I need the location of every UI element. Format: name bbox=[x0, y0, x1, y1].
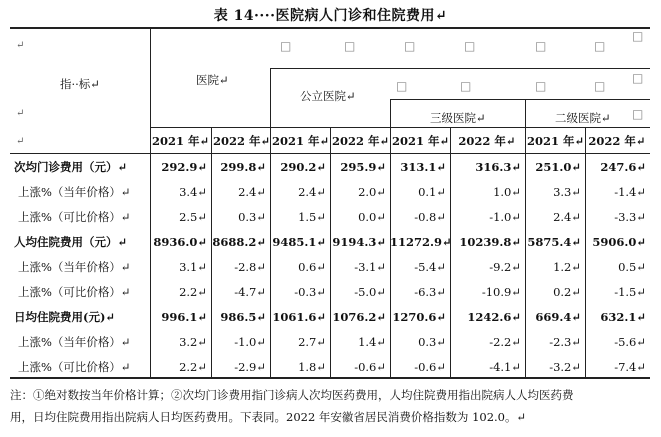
table-cell: 2.4↵ bbox=[238, 185, 266, 199]
placeholder-box: □ bbox=[464, 39, 476, 53]
tier3-header: 三级医院↵ bbox=[430, 111, 486, 125]
table-cell: 0.2↵ bbox=[553, 285, 581, 299]
table-cell: -5.6↵ bbox=[614, 335, 646, 349]
table-cell: 1.4↵ bbox=[358, 335, 386, 349]
table-title: 表 14····医院病人门诊和住院费用↵ bbox=[213, 8, 448, 24]
placeholder-box: □ bbox=[460, 79, 472, 93]
table-cell: -3.2↵ bbox=[549, 360, 581, 374]
table-cell: 299.8↵ bbox=[220, 160, 266, 174]
table-cell: 251.0↵ bbox=[535, 160, 581, 174]
table-cell: -9.2↵ bbox=[489, 260, 521, 274]
public-hospital-header: 公立医院↵ bbox=[300, 89, 356, 103]
table-cell: -6.3↵ bbox=[414, 285, 446, 299]
table-cell: -1.5↵ bbox=[614, 285, 646, 299]
indicator-header: 指··标↵ bbox=[60, 77, 100, 91]
table-cell: 3.4↵ bbox=[179, 185, 207, 199]
table-cell: -0.3↵ bbox=[294, 285, 326, 299]
public-hospital-rule bbox=[270, 68, 650, 69]
table-cell: 1.2↵ bbox=[553, 260, 581, 274]
year-header: 2022 年↵ bbox=[458, 134, 516, 148]
table-cell: 2.2↵ bbox=[179, 360, 207, 374]
row-label: 上涨%（可比价格）↵ bbox=[18, 285, 131, 299]
table-cell: 0.0↵ bbox=[358, 210, 386, 224]
year-header: 2022 年↵ bbox=[213, 134, 271, 148]
header-newline-mark: ↵ bbox=[16, 40, 25, 51]
table-cell: 0.1↵ bbox=[418, 185, 446, 199]
year-header: 2022 年↵ bbox=[332, 134, 390, 148]
table-cell: 0.3↵ bbox=[238, 210, 266, 224]
table-cell: 11272.9↵ bbox=[390, 235, 452, 249]
row-label: 次均门诊费用（元）↵ bbox=[14, 160, 128, 174]
table-cell: 3.3↵ bbox=[553, 185, 581, 199]
table-cell: -5.4↵ bbox=[414, 260, 446, 274]
placeholder-box: □ bbox=[632, 107, 644, 121]
table-cell: -2.3↵ bbox=[549, 335, 581, 349]
table-cell: 2.4↵ bbox=[298, 185, 326, 199]
table-cell: 1.8↵ bbox=[298, 360, 326, 374]
table-cell: -1.4↵ bbox=[614, 185, 646, 199]
table-cell: -2.2↵ bbox=[489, 335, 521, 349]
table-cell: 1242.6↵ bbox=[467, 310, 521, 324]
table-cell: -3.1↵ bbox=[354, 260, 386, 274]
table-cell: 1061.6↵ bbox=[272, 310, 326, 324]
table-top-rule bbox=[10, 27, 650, 29]
table-cell: -5.0↵ bbox=[354, 285, 386, 299]
note-line-2: 用，日均住院费用指出院病人日均医药费用。下表同。2022 年安徽省居民消费价格指数为 102.0。↵ bbox=[10, 410, 527, 424]
hospital-header: 医院↵ bbox=[196, 73, 229, 87]
placeholder-box: □ bbox=[404, 39, 416, 53]
note-line-1: 注：①绝对数按当年价格计算；②次均门诊费用指门诊病人次均医药费用，人均住院费用指出院病人人均医药费 bbox=[10, 388, 574, 402]
table-cell: 996.1↵ bbox=[161, 310, 207, 324]
table-cell: 8936.0↵ bbox=[153, 235, 207, 249]
table-cell: 5875.4↵ bbox=[527, 235, 581, 249]
table-cell: 2.4↵ bbox=[553, 210, 581, 224]
table-cell: 1.0↵ bbox=[493, 185, 521, 199]
table-cell: -1.0↵ bbox=[489, 210, 521, 224]
table-cell: 5906.0↵ bbox=[592, 235, 646, 249]
year-header: 2021 年↵ bbox=[392, 134, 450, 148]
table-cell: 1.5↵ bbox=[298, 210, 326, 224]
table-cell: 292.9↵ bbox=[161, 160, 207, 174]
table-cell: 0.3↵ bbox=[418, 335, 446, 349]
tier2-header: 二级医院↵ bbox=[555, 111, 611, 125]
tier-rule bbox=[390, 99, 650, 100]
table-cell: 9194.3↵ bbox=[332, 235, 386, 249]
row-label: 上涨%（可比价格）↵ bbox=[18, 210, 131, 224]
table-cell: -7.4↵ bbox=[614, 360, 646, 374]
table-cell: -0.6↵ bbox=[414, 360, 446, 374]
table-note bbox=[10, 384, 650, 428]
table-cell: 0.6↵ bbox=[298, 260, 326, 274]
placeholder-box: □ bbox=[396, 79, 408, 93]
table-cell: -10.9↵ bbox=[481, 285, 521, 299]
table-cell: 2.5↵ bbox=[179, 210, 207, 224]
table-cell: 316.3↵ bbox=[475, 160, 521, 174]
table-cell: -2.8↵ bbox=[234, 260, 266, 274]
table-cell: 669.4↵ bbox=[535, 310, 581, 324]
year-header: 2022 年↵ bbox=[588, 134, 646, 148]
year-rule-top bbox=[150, 127, 650, 128]
year-header: 2021 年↵ bbox=[527, 134, 585, 148]
row-label: 上涨%（当年价格）↵ bbox=[18, 335, 131, 349]
row-label: 日均住院费用(元)↵ bbox=[14, 310, 116, 324]
table-cell: 247.6↵ bbox=[600, 160, 646, 174]
table-cell: -4.7↵ bbox=[234, 285, 266, 299]
table-cell: 10239.8↵ bbox=[459, 235, 521, 249]
indicator-column-rule bbox=[150, 27, 151, 377]
table-cell: 632.1↵ bbox=[600, 310, 646, 324]
placeholder-box: □ bbox=[594, 79, 606, 93]
placeholder-box: □ bbox=[535, 39, 547, 53]
table-cell: -3.3↵ bbox=[614, 210, 646, 224]
year-header: 2021 年↵ bbox=[152, 134, 210, 148]
table-bottom-rule bbox=[10, 377, 650, 379]
table-cell: 8688.2↵ bbox=[212, 235, 266, 249]
table-cell: -0.8↵ bbox=[414, 210, 446, 224]
placeholder-box: □ bbox=[632, 29, 644, 43]
table-cell: -4.1↵ bbox=[489, 360, 521, 374]
table-cell: 295.9↵ bbox=[340, 160, 386, 174]
table-cell: 313.1↵ bbox=[400, 160, 446, 174]
table-cell: 1270.6↵ bbox=[392, 310, 446, 324]
header-newline-mark: ↵ bbox=[16, 136, 25, 147]
placeholder-box: □ bbox=[280, 39, 292, 53]
row-label: 上涨%（当年价格）↵ bbox=[18, 185, 131, 199]
data-table bbox=[10, 27, 650, 377]
row-label: 人均住院费用（元）↵ bbox=[14, 235, 128, 249]
placeholder-box: □ bbox=[535, 79, 547, 93]
table-cell: -2.9↵ bbox=[234, 360, 266, 374]
table-cell: 2.7↵ bbox=[298, 335, 326, 349]
year-header: 2021 年↵ bbox=[272, 134, 330, 148]
table-cell: -1.0↵ bbox=[234, 335, 266, 349]
table-cell: 3.1↵ bbox=[179, 260, 207, 274]
table-cell: 290.2↵ bbox=[280, 160, 326, 174]
header-newline-mark: ↵ bbox=[16, 108, 25, 119]
placeholder-box: □ bbox=[632, 71, 644, 85]
table-cell: 2.0↵ bbox=[358, 185, 386, 199]
table-cell: 2.2↵ bbox=[179, 285, 207, 299]
row-label: 上涨%（当年价格）↵ bbox=[18, 260, 131, 274]
placeholder-box: □ bbox=[344, 39, 356, 53]
row-label: 上涨%（可比价格）↵ bbox=[18, 360, 131, 374]
placeholder-box: □ bbox=[594, 39, 606, 53]
table-cell: 986.5↵ bbox=[220, 310, 266, 324]
table-cell: 3.2↵ bbox=[179, 335, 207, 349]
table-cell: 9485.1↵ bbox=[272, 235, 326, 249]
table-cell: -0.6↵ bbox=[354, 360, 386, 374]
table-cell: 0.5↵ bbox=[618, 260, 646, 274]
table-cell: 1076.2↵ bbox=[332, 310, 386, 324]
